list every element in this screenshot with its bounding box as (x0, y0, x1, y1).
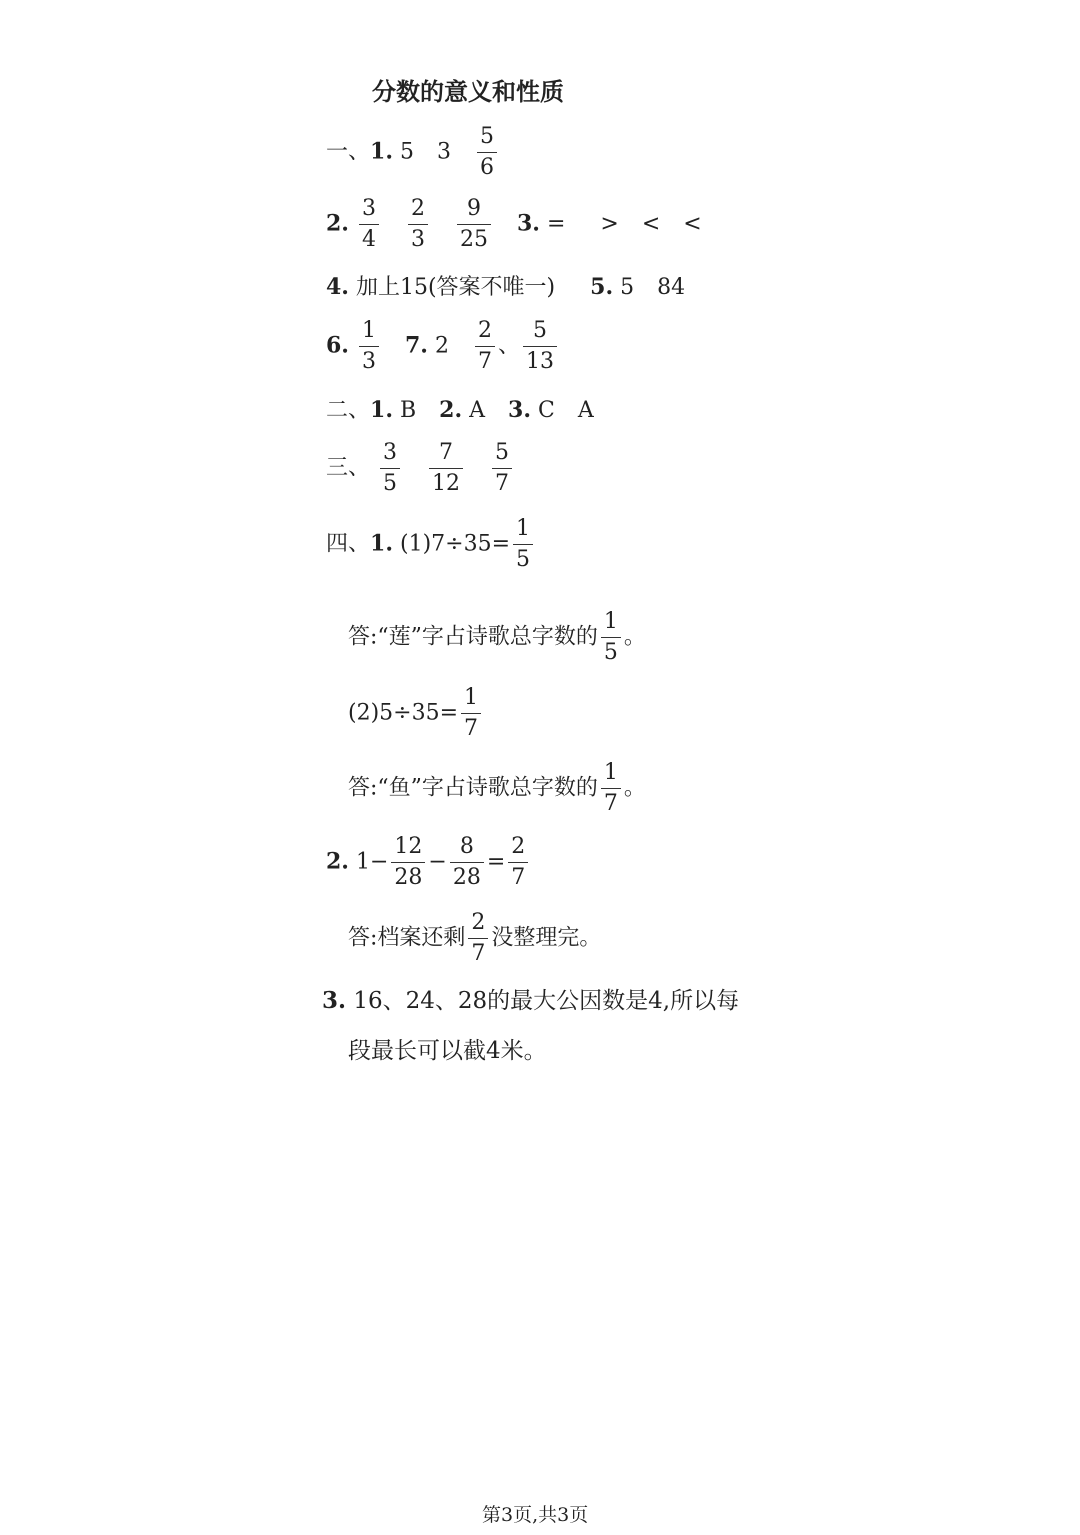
answer-text: 加上15(答案不唯一) (355, 275, 556, 300)
s4-q1-part1 (326, 514, 536, 575)
numerator: 1 (461, 683, 481, 714)
question-number: 1. (370, 397, 393, 423)
answer-value: A (577, 398, 594, 423)
question-number: 3. (322, 987, 347, 1014)
numerator: 2 (408, 194, 428, 225)
s4-q1-answer1 (348, 607, 646, 668)
answer-value: > (600, 211, 619, 237)
numerator: 2 (475, 316, 495, 347)
s1-line4 (326, 316, 560, 377)
denominator: 7 (471, 941, 486, 966)
fraction (391, 832, 425, 893)
denominator: 5 (383, 471, 398, 496)
expression: (2)5÷35= (348, 700, 459, 726)
numerator: 1 (601, 607, 621, 638)
denominator: 7 (477, 349, 492, 374)
answer-value: 5 (399, 139, 414, 165)
question-number: 2. (326, 848, 349, 875)
fraction (475, 316, 495, 377)
operator: − (428, 849, 447, 875)
fraction (601, 758, 621, 819)
numerator: 2 (468, 908, 488, 939)
s1-line2 (326, 194, 702, 255)
denominator: 5 (516, 547, 531, 572)
question-number: 5. (590, 274, 614, 300)
s2-line (326, 395, 594, 426)
fraction (477, 122, 497, 183)
numerator: 5 (492, 438, 512, 469)
answer-value: < (641, 211, 661, 237)
fraction (601, 607, 621, 668)
denominator: 6 (479, 155, 494, 180)
answer-text: 答:“鱼”字占诗歌总字数的 (348, 775, 598, 801)
fraction (380, 438, 400, 499)
s3-line (326, 438, 515, 499)
fraction (450, 832, 484, 893)
denominator: 12 (432, 471, 461, 496)
denominator: 3 (361, 349, 376, 374)
answer-text: 答:档案还剩 (348, 925, 466, 951)
denominator: 28 (452, 865, 481, 890)
s1-line1 (326, 122, 500, 183)
numerator: 5 (477, 122, 497, 153)
denominator: 7 (464, 716, 479, 741)
answer-value: A (469, 398, 486, 423)
period: 。 (623, 775, 646, 801)
denominator: 4 (361, 227, 376, 252)
question-number: 7. (404, 332, 428, 359)
denominator: 13 (525, 349, 554, 374)
numerator: 8 (450, 832, 484, 863)
s4-q3-line1 (322, 986, 739, 1016)
fraction (408, 194, 428, 255)
page-footer: 第3页,共3页 (482, 1504, 589, 1526)
question-number: 3. (508, 397, 531, 423)
expression: 1− (355, 849, 389, 875)
period: 。 (623, 624, 646, 650)
s4-q2-answer (348, 908, 601, 969)
section-label: 三、 (326, 455, 371, 481)
question-number: 1. (370, 530, 393, 557)
denominator: 28 (394, 865, 423, 890)
fraction (457, 194, 491, 255)
section-label: 四、 (326, 531, 371, 557)
separator: 、 (497, 333, 520, 359)
numerator: 1 (359, 316, 379, 347)
s4-q1-part2 (348, 683, 484, 744)
answer-value: < (683, 211, 702, 237)
numerator: 12 (391, 832, 425, 863)
answer-text: 16、24、28的最大公因数是4,所以每 (353, 988, 740, 1014)
page-title: 分数的意义和性质 (372, 78, 564, 106)
denominator: 7 (511, 865, 526, 890)
answer-value: 5 (620, 275, 635, 300)
section-label: 一、 (326, 139, 371, 165)
answer-value: C (537, 398, 555, 423)
operator: = (486, 849, 506, 875)
denominator: 7 (603, 791, 618, 816)
fraction (523, 316, 557, 377)
fraction (429, 438, 463, 499)
answer-value: 2 (434, 333, 449, 359)
denominator: 7 (495, 471, 510, 496)
question-number: 3. (516, 210, 540, 237)
expression: (1)7÷35= (399, 531, 511, 557)
fraction (359, 316, 379, 377)
answer-value: 84 (657, 275, 686, 300)
numerator: 3 (359, 194, 379, 225)
numerator: 7 (429, 438, 463, 469)
answer-text: 答:“莲”字占诗歌总字数的 (348, 624, 598, 650)
answer-text: 没整理完。 (491, 925, 602, 951)
numerator: 1 (601, 758, 621, 789)
question-number: 2. (326, 210, 349, 237)
denominator: 5 (603, 640, 618, 665)
fraction (461, 683, 481, 744)
fraction (359, 194, 379, 255)
fraction (508, 832, 528, 893)
fraction (492, 438, 512, 499)
question-number: 4. (326, 274, 349, 300)
numerator: 1 (513, 514, 533, 545)
fraction (513, 514, 533, 575)
question-number: 6. (326, 332, 349, 359)
answer-value: B (399, 398, 417, 423)
numerator: 9 (457, 194, 491, 225)
answer-value: = (546, 211, 566, 237)
numerator: 5 (523, 316, 557, 347)
fraction (468, 908, 488, 969)
question-number: 2. (439, 397, 463, 423)
question-number: 1. (370, 138, 393, 165)
denominator: 3 (410, 227, 425, 252)
s1-line3 (326, 272, 685, 303)
s4-q2-expression (326, 832, 531, 893)
s4-q1-answer2 (348, 758, 646, 819)
denominator: 25 (459, 227, 488, 252)
numerator: 3 (380, 438, 400, 469)
answer-value: 3 (436, 139, 451, 165)
s4-q3-line2: 段最长可以截4米。 (348, 1038, 547, 1064)
section-label: 二、 (326, 398, 371, 423)
numerator: 2 (508, 832, 528, 863)
